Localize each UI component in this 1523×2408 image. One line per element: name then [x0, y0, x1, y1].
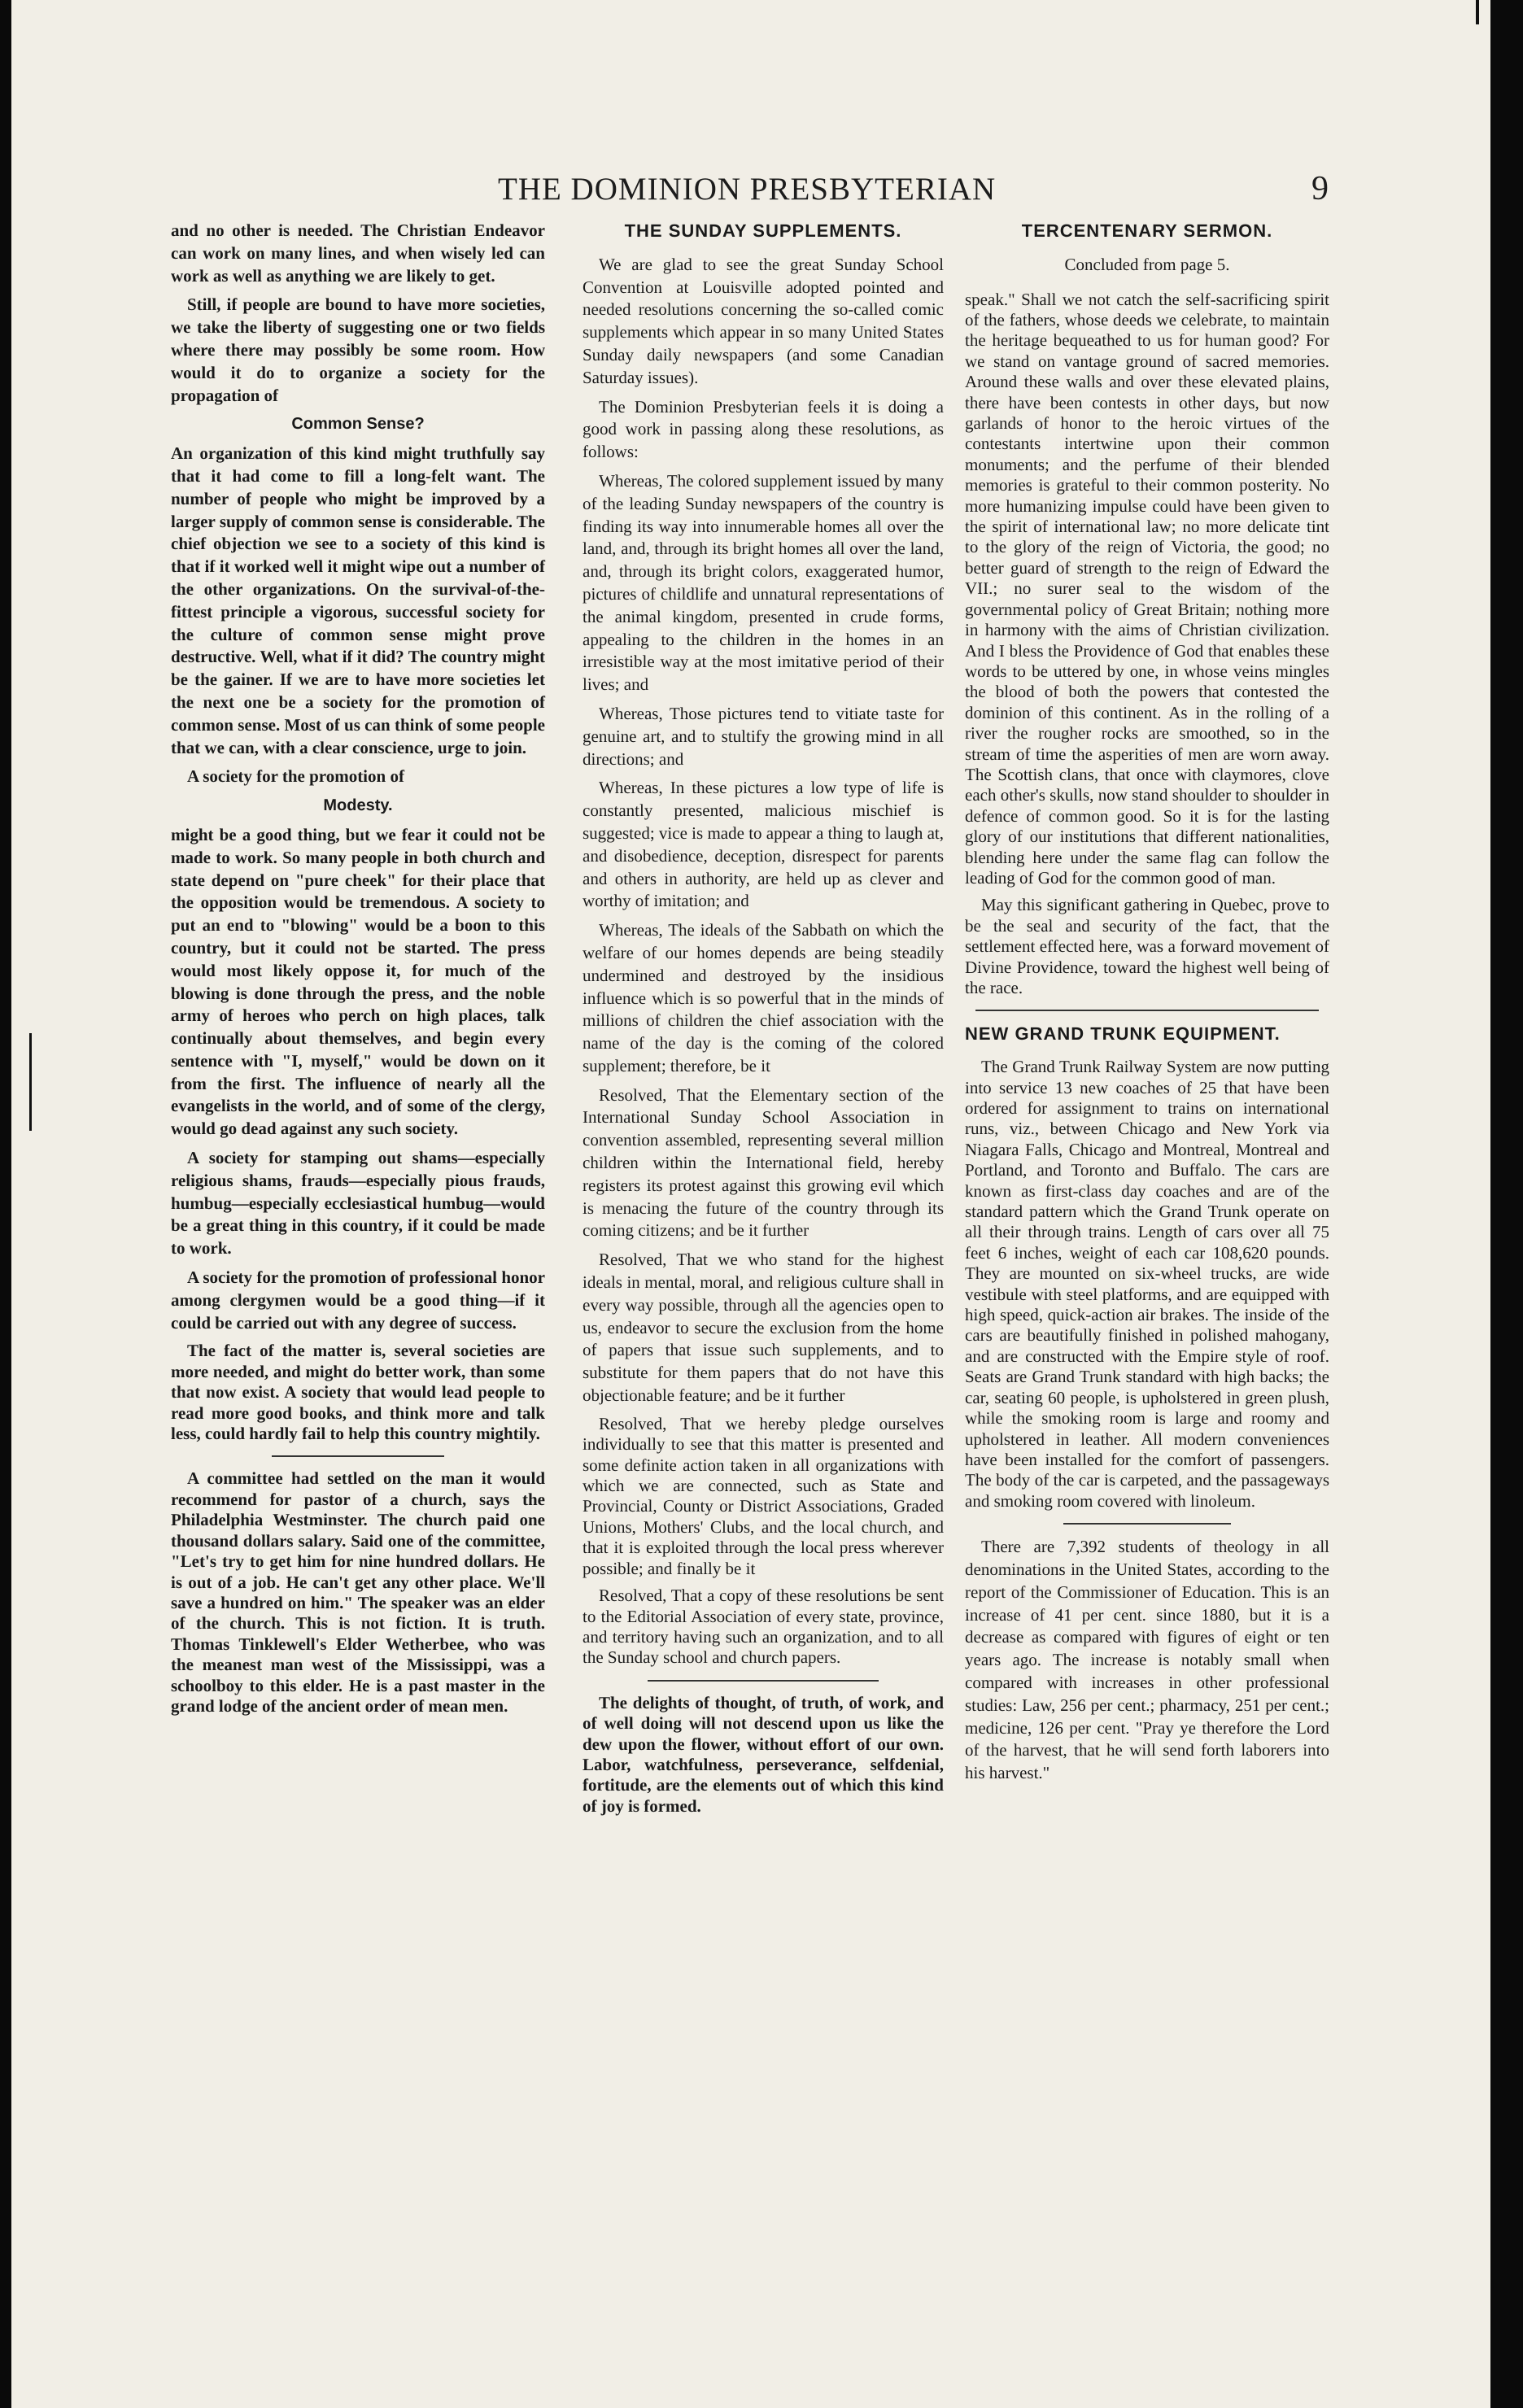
column-1 [171, 220, 545, 1723]
col2-paragraph-8: Resolved, That we who stand for the highest ideals in mental, moral, and religious culture shall in every way possible, through all the agencies open to us, endeavor to secure the exclusion from the home of papers that issue such supplements, and to substitute for them papers that do not have this objectionable feature; and be it further [583, 1250, 944, 1406]
article-title-sunday-supplements: THE SUNDAY SUPPLEMENTS. [624, 220, 902, 241]
col1-paragraph-1: and no other is needed. The Christian Endeavor can work on many lines, and when wisely led can work as well as anything we are likely to get. [171, 220, 545, 286]
section-divider [975, 1010, 1318, 1011]
col1-paragraph-6: A society for stamping out shams—especially religious shams, frauds—especially pious frauds, humbug—especially ecclesiastical humbug—would be a great thing in this country, if it could be made to work. [171, 1148, 545, 1259]
col2-paragraph-6: Whereas, The ideals of the Sabbath on which the welfare of our homes depends are being steadily undermined and destroyed by the insidious influence which is so powerful that in the minds of millions of children the chief association with the name of the day is the coming of the colored supplement; therefore, be it [583, 920, 944, 1075]
subheading-modesty: Modesty. [323, 796, 393, 815]
col2-paragraph-4: Whereas, Those pictures tend to vitiate taste for genuine art, and to stultify the growing mind in all directions; and [583, 703, 944, 769]
article-title-grand-trunk: NEW GRAND TRUNK EQUIPMENT. [965, 1023, 1281, 1045]
col3-paragraph-4: There are 7,392 students of theology in all denominations in the United States, according to the report of the Commissioner of Education. This is an increase of 41 per cent. since 1880, but it is a decrease as compared with figures of eight or ten years ago. The increase is notably small when compared with increases in other professional studies: Law, 256 per cent.; pharmacy, 251 per cent.; medicine, 126 per cent. "Pray ye therefore the Lord of the harvest, that he will send forth laborers into his harvest." [965, 1537, 1329, 1783]
col1-paragraph-9: A committee had settled on the man it would recommend for pastor of a church, says the Philadelphia Westminster. The church paid one thousand dollars salary. Said one of the committee, "Let's try to get him for nine hundred dollars. He is out of a job. He can't get any other place. We'll save a hundred on him." The speaker was an elder of the church. This is not fiction. It is truth. Thomas Tinklewell's Elder Wetherbee, who was the meanest man west of the Mississippi, was a schoolboy to this elder. He is a past master in the grand lodge of the ancient order of mean men. [171, 1468, 545, 1716]
col3-paragraph-2: May this significant gathering in Quebec, prove to be the seal and security of the fact, that the settlement effected here, was a forward movement of Divine Providence, toward the highest well being of the race. [965, 895, 1329, 997]
continuation-note: Concluded from page 5. [1064, 254, 1230, 274]
col1-paragraph-2: Still, if people are bound to have more societies, we take the liberty of suggesting one or two fields where there may possibly be some room. How would it do to organize a society for the propagation of [171, 294, 545, 405]
col2-paragraph-5: Whereas, In these pictures a low type of life is constantly presented, malicious mischief is suggested; vice is made to appear a thing to laugh at, and disobedience, deception, disrespect for parents and others in authority, are held up as clever and worthy of imitation; and [583, 778, 944, 911]
section-divider [648, 1680, 879, 1682]
col2-paragraph-2: The Dominion Presbyterian feels it is doing a good work in passing along these resolutions, as follows: [583, 396, 944, 462]
section-divider [1063, 1523, 1231, 1525]
col2-paragraph-11: The delights of thought, of truth, of work, and of well doing will not descend upon us like the dew upon the flower, without effort of our own. Labor, watchfulness, perseverance, selfdenial, fortitude, are the elements out of which this kind of joy is formed. [583, 1692, 944, 1816]
subheading-common-sense: Common Sense? [291, 415, 425, 434]
crop-mark-left [29, 1033, 32, 1131]
col1-paragraph-7: A society for the promotion of professional honor among clergymen would be a good thing—if it could be carried out with any degree of success. [171, 1267, 545, 1333]
col1-paragraph-5: might be a good thing, but we fear it could not be made to work. So many people in both church and state depend on "pure cheek" for their place that the opposition would be tremendous. A society to put an end to "blowing" would be a boon to this country, but it could not be started. The press would most likely oppose it, for much of the blowing is done through the press, and the noble army of heroes who perch on high places, talk continually about themselves, and begin every sentence with "I, myself," would be down on it from the first. The influence of nearly all the evangelists in the world, and of some of the clergy, would go dead against any such society. [171, 824, 545, 1139]
col1-paragraph-8: The fact of the matter is, several societies are more needed, and might do better work, than some that now exist. A society that would lead people to read more good books, and think more and talk less, could hardly fail to help this country mightily. [171, 1341, 545, 1444]
col2-paragraph-1: We are glad to see the great Sunday School Convention at Louisville adopted pointed and needed resolutions concerning the so-called comic supplements which appear in so many United States Sunday daily newspapers (and some Canadian Saturday issues). [583, 254, 944, 387]
col3-paragraph-1: speak." Shall we not catch the self-sacrificing spirit of the fathers, whose deeds we celebrate, to maintain the heritage bequeathed to us for human good? For we stand on vantage ground of sacred memories. Around these walls and over these elevated plains, there have been contests in other days, but now garlands of honor to the heroic virtues of the contestants intertwine upon their common monuments; and the perfume of their blended memories is grateful to their common posterity. No more humanizing impulse could have been given to the spirit of international law; no more delicate tint to the glory of the reign of Victoria, the good; no better guard of strength to the reign of Edward the VII.; no surer seal to the wisdom of the governmental policy of Great Britain; nothing more in harmony with the aims of Christian civilization. And I bless the Providence of God that enables these words to be uttered by one, in whose veins mingles the blood of both the powers that contested the dominion of this continent. As in the rolling of a river the rougher rocks are smoothed, so in the stream of time the asperities of men are worn away. The Scottish clans, that once with claymores, clove each other's skulls, now stand shoulder to shoulder in defence of common good. So it is for the lasting glory of our institutions that different nationalities, blending here under the same flag can follow the leading of God for the common good of man. [965, 289, 1329, 888]
col2-paragraph-7: Resolved, That the Elementary section of the International Sunday School Association in convention assembled, representing several million children within the International field, hereby registers its protest against this growing evil which is menacing the future of the country through its coming citizens; and be it further [583, 1084, 944, 1241]
section-divider [272, 1455, 444, 1457]
column-2 [583, 220, 944, 1823]
page-header-title: THE DOMINION PRESBYTERIAN [498, 172, 997, 207]
col1-paragraph-4: A society for the promotion of [187, 766, 404, 787]
col2-paragraph-3: Whereas, The colored supplement issued by many of the leading Sunday newspapers of the country is finding its way into innumerable homes all over the land, and, through its bright homes all over the land, and, through its bright colors, exaggerated humor, pictures of childlife and unnatural representations of the animal kingdom, presented in crude forms, appealing to the children in the homes in an irresistible way at the most imitative period of their lives; and [583, 470, 944, 695]
col3-paragraph-3: The Grand Trunk Railway System are now putting into service 13 new coaches of 25 that have been ordered for assignment to trains on international runs, viz., between Chicago and New York via Niagara Falls, Chicago and Montreal, Montreal and Portland, and Toronto and Buffalo. The cars are known as first-class day coaches and are of the standard pattern which the Grand Trunk operate on all their through trains. Length of cars over all 75 feet 6 inches, weight of each car 108,620 pounds. They are mounted on six-wheel trucks, are wide vestibule with steel platforms, and are equipped with high speed, quick-action air brakes. The inside of the cars are beautifully finished in polished mahogany, and are constructed with the Empire style of roof. Seats are Grand Trunk standard with high backs; the car, seating 60 people, is upholstered in green plush, while the smoking room is large and roomy and upholstered in leather. All modern conveniences have been installed for the comfort of passengers. The body of the car is carpeted, and the passageways and smoking room covered with linoleum. [965, 1057, 1329, 1511]
col1-paragraph-3: An organization of this kind might truthfully say that it had come to fill a long-felt want. The number of people who might be improved by a larger supply of common sense is considerable. The chief objection we see to a society of this kind is that if it worked well it might wipe out a number of the other organizations. On the survival-of-the-fittest principle a vigorous, successful society for the culture of common sense might prove destructive. Well, what if it did? The country might be the gainer. If we are to have more societies let the next one be a society for the promotion of common sense. Most of us can think of some people that we can, with a clear conscience, urge to join. [171, 443, 545, 757]
col2-paragraph-10: Resolved, That a copy of these resolutions be sent to the Editorial Association of every state, province, and territory having such an organization, and to all the Sunday school and church papers. [583, 1586, 944, 1668]
column-3 [965, 220, 1329, 1791]
crop-mark-top-right [1476, 0, 1479, 24]
col2-paragraph-9: Resolved, That we hereby pledge ourselves individually to see that this matter is presented and some definite action taken in all organizations with which we are connected, such as State and Provincial, County or District Associations, Graded Unions, Mothers' Clubs, and the local church, and that it is exploited through the local press wherever possible; and finally be it [583, 1413, 944, 1578]
article-title-tercentenary-sermon: TERCENTENARY SERMON. [1021, 220, 1273, 241]
page-number: 9 [1311, 170, 1329, 207]
